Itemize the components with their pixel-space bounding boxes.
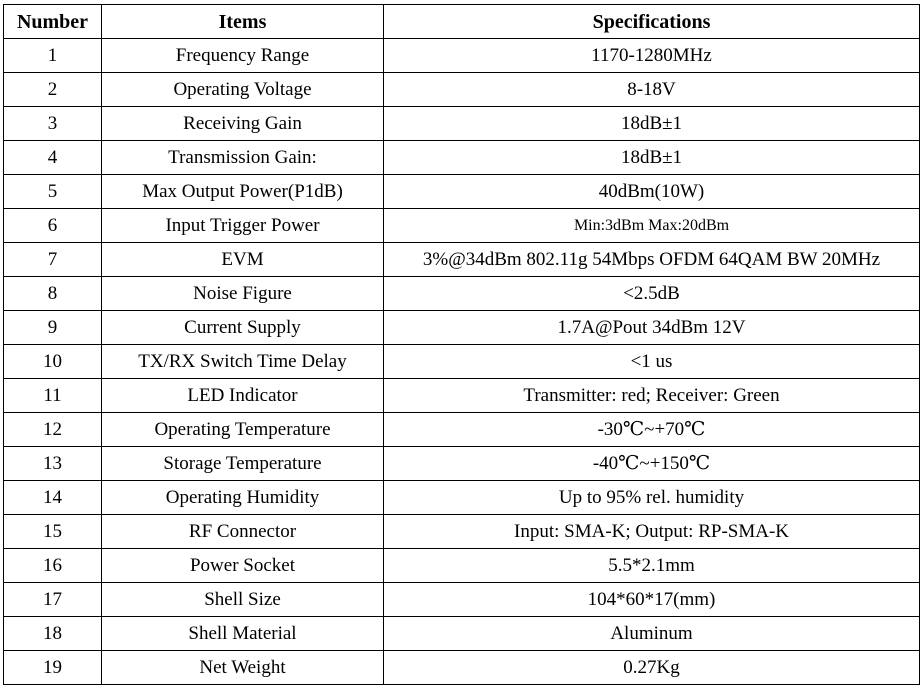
row-specification: 5.5*2.1mm [384,549,920,583]
table-row [4,651,920,685]
row-specification: 0.27Kg [384,651,920,685]
row-number: 13 [4,447,102,481]
header-number: Number [4,5,102,39]
row-specification: Aluminum [384,617,920,651]
row-item: Transmission Gain: [102,141,384,175]
row-specification: Up to 95% rel. humidity [384,481,920,515]
row-specification: 40dBm(10W) [384,175,920,209]
row-item: Operating Voltage [102,73,384,107]
row-specification: 8-18V [384,73,920,107]
table-row [4,107,920,141]
table-body [4,39,920,685]
row-number: 17 [4,583,102,617]
table-row [4,311,920,345]
row-item: Net Weight [102,651,384,685]
row-number: 15 [4,515,102,549]
row-item: Power Socket [102,549,384,583]
row-specification: 1170-1280MHz [384,39,920,73]
row-number: 9 [4,311,102,345]
row-specification: 3%@34dBm 802.11g 54Mbps OFDM 64QAM BW 20MHz [384,243,920,277]
row-number: 16 [4,549,102,583]
table-row [4,413,920,447]
row-specification: -30℃~+70℃ [384,413,920,447]
row-item: Shell Material [102,617,384,651]
table-row [4,277,920,311]
table-row [4,583,920,617]
row-specification: 18dB±1 [384,107,920,141]
table-row [4,209,920,243]
table-row [4,345,920,379]
row-item: Input Trigger Power [102,209,384,243]
table-row [4,447,920,481]
row-item: EVM [102,243,384,277]
table-row [4,549,920,583]
table-row [4,515,920,549]
row-item: Storage Temperature [102,447,384,481]
table-row [4,39,920,73]
table-row [4,175,920,209]
row-item: Receiving Gain [102,107,384,141]
row-number: 2 [4,73,102,107]
table-row [4,243,920,277]
row-number: 12 [4,413,102,447]
row-specification: 104*60*17(mm) [384,583,920,617]
row-item: Operating Humidity [102,481,384,515]
header-specifications: Specifications [384,5,920,39]
table-row [4,617,920,651]
row-number: 4 [4,141,102,175]
row-item: Frequency Range [102,39,384,73]
row-number: 7 [4,243,102,277]
row-number: 6 [4,209,102,243]
row-item: LED Indicator [102,379,384,413]
table-header [4,5,920,39]
header-items: Items [102,5,384,39]
row-specification: 18dB±1 [384,141,920,175]
table-row [4,73,920,107]
table-row [4,481,920,515]
header-row [4,5,920,39]
row-specification: <2.5dB [384,277,920,311]
row-number: 18 [4,617,102,651]
row-specification: Min:3dBm Max:20dBm [384,209,920,243]
row-specification: Input: SMA-K; Output: RP-SMA-K [384,515,920,549]
row-specification: -40℃~+150℃ [384,447,920,481]
row-number: 1 [4,39,102,73]
specifications-table [3,4,920,685]
row-item: TX/RX Switch Time Delay [102,345,384,379]
row-number: 8 [4,277,102,311]
row-item: Operating Temperature [102,413,384,447]
row-number: 3 [4,107,102,141]
row-number: 10 [4,345,102,379]
table-row [4,141,920,175]
row-item: Noise Figure [102,277,384,311]
row-item: Max Output Power(P1dB) [102,175,384,209]
row-number: 5 [4,175,102,209]
row-item: Current Supply [102,311,384,345]
row-number: 19 [4,651,102,685]
row-item: RF Connector [102,515,384,549]
row-specification: 1.7A@Pout 34dBm 12V [384,311,920,345]
row-specification: <1 us [384,345,920,379]
row-specification: Transmitter: red; Receiver: Green [384,379,920,413]
table-row [4,379,920,413]
row-number: 11 [4,379,102,413]
row-number: 14 [4,481,102,515]
row-item: Shell Size [102,583,384,617]
